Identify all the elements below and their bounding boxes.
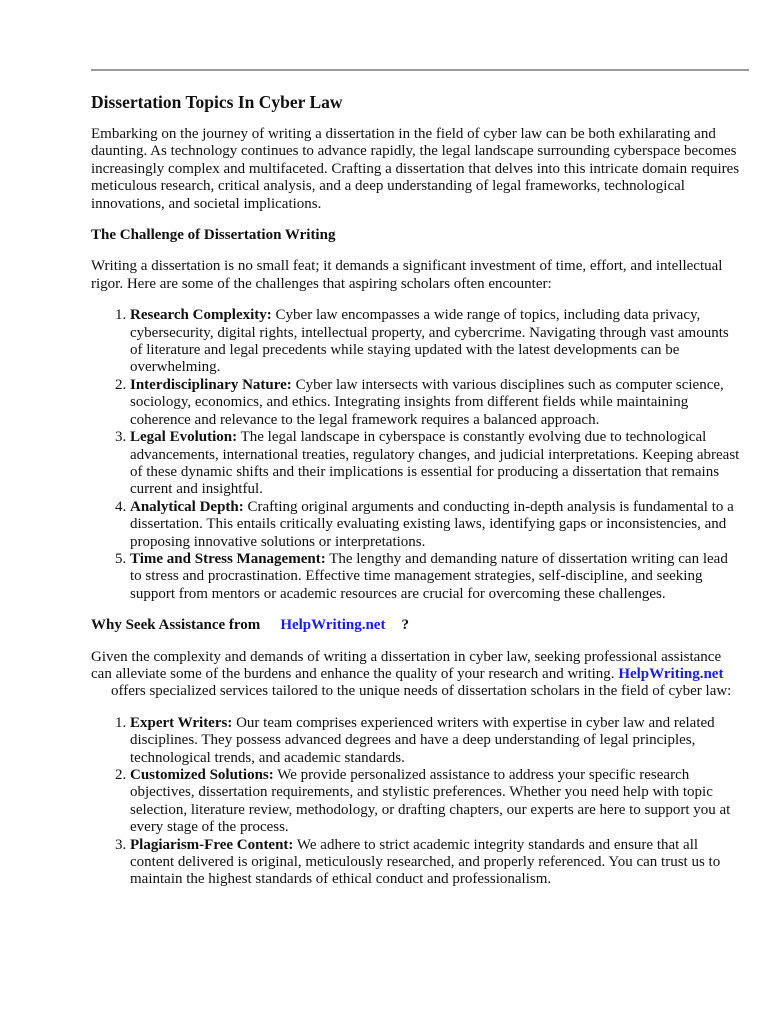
list-item-text: The legal landscape in cyberspace is constantly evolving due to technological advancements, international treaties, regulatory changes, and judicial interpretations. Keeping abreast of these dynamic shifts and their implications is essential for producing a dissertation that remains current and insightful. (130, 429, 740, 498)
list-item (130, 837, 743, 889)
why-heading (91, 617, 743, 634)
list-item (130, 551, 743, 603)
why-intro (91, 649, 743, 701)
document-body (91, 92, 743, 903)
helpwriting-heading-link[interactable]: HelpWriting.net (280, 617, 386, 634)
list-item-term: Research Complexity: (130, 307, 272, 324)
why-heading-prefix: Why Seek Assistance from (91, 617, 261, 634)
helpwriting-inline-link[interactable]: HelpWriting.net (618, 665, 724, 682)
list-item-term: Analytical Depth: (130, 498, 244, 515)
list-item-text: Cyber law encompasses a wide range of topics, including data privacy, cybersecurity, digital rights, intellectual property, and cybercrime. Navigating through vast amounts of literature and legal precedents while staying updated with the latest developments can be overwhelming. (130, 307, 729, 376)
list-item (130, 767, 743, 837)
list-item-text: Cyber law intersects with various disciplines such as computer science, sociology, economics, and ethics. Integrating insights from different fields while maintaining coherence and relevance to the legal framework requires a balanced approach. (130, 376, 724, 428)
why-intro-text: Given the complexity and demands of writing a dissertation in cyber law, seeking professional assistance can alleviate some of the burdens and enhance the quality of your research and writing. (91, 648, 722, 682)
list-item (130, 715, 743, 767)
list-item-term: Interdisciplinary Nature: (130, 376, 292, 393)
challenge-heading: The Challenge of Dissertation Writing (91, 227, 336, 244)
list-item-text: We provide personalized assistance to address your specific research objectives, dissertation requirements, and stylistic preferences. Whether you need help with topic selection, literature review, methodology, or drafting chapters, our experts are here to support you at every stage of the process. (130, 767, 731, 836)
list-item (130, 307, 743, 377)
list-item-term: Legal Evolution: (130, 429, 238, 446)
list-item-term: Expert Writers: (130, 714, 233, 731)
top-divider (91, 69, 749, 71)
list-item-text: Our team comprises experienced writers with expertise in cyber law and related disciplines. They possess advanced degrees and have a deep understanding of legal principles, technological trends, and academic standards. (130, 714, 715, 766)
why-heading-suffix: ? (401, 617, 409, 634)
list-item-term: Plagiarism-Free Content: (130, 836, 294, 853)
list-item-term: Customized Solutions: (130, 767, 274, 783)
list-item (130, 499, 743, 551)
page-title: Dissertation Topics In Cyber Law (91, 92, 343, 112)
challenge-intro: Writing a dissertation is no small feat; it demands a significant investment of time, effort, and intellectual rigor. Here are some of the challenges that aspiring scholars often encounter: (91, 258, 723, 292)
list-item (130, 429, 743, 499)
services-list (91, 715, 743, 889)
list-item-text: Crafting original arguments and conducting in-depth analysis is fundamental to a dissertation. This entails critically evaluating existing laws, identifying gaps or inconsistencies, and proposing innovative solutions or interpretations. (130, 498, 734, 550)
intro-paragraph: Embarking on the journey of writing a dissertation in the field of cyber law can be both exhilarating and daunting. As technology continues to advance rapidly, the legal landscape surrounding cyberspace becomes increasingly complex and multifaceted. Crafting a dissertation that delves into this intricate domain requires meticulous research, critical analysis, and a deep understanding of legal frameworks, technological innovations, and societal implications. (91, 126, 740, 212)
why-intro-rest: offers specialized services tailored to the unique needs of dissertation scholars in the field of cyber law: (111, 683, 732, 700)
list-item-text: The lengthy and demanding nature of dissertation writing can lead to stress and procrastination. Effective time management strategies, self-discipline, and seeking support from mentors or academic resources are crucial for overcoming these challenges. (130, 550, 728, 602)
challenge-list (91, 307, 743, 603)
list-item-term: Time and Stress Management: (130, 550, 326, 567)
list-item-text: We adhere to strict academic integrity standards and ensure that all content delivered is original, meticulously researched, and properly referenced. You can trust us to maintain the highest standards of ethical conduct and professionalism. (130, 836, 721, 888)
list-item (130, 377, 743, 429)
